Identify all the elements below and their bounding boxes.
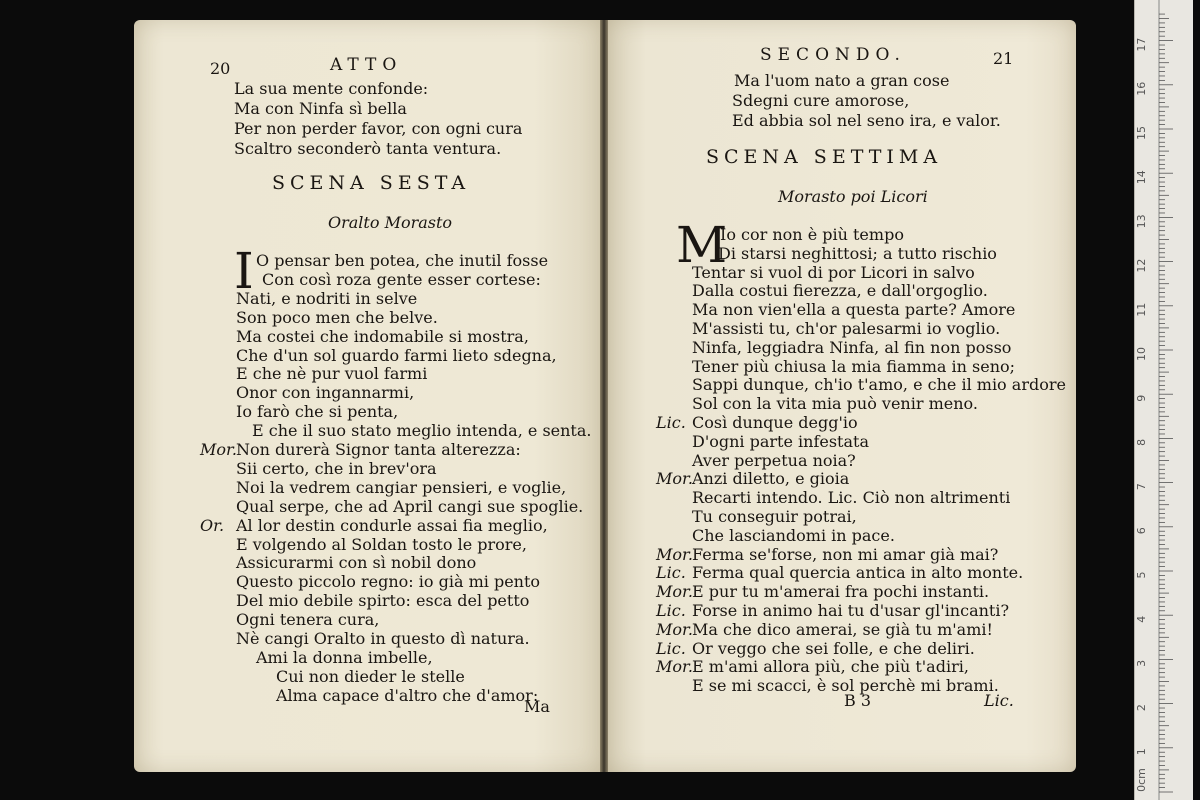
verse-line: Non durerà Signor tanta alterezza: — [236, 440, 521, 459]
right-top-line: Ed abbia sol nel seno ira, e valor. — [732, 111, 1001, 130]
verse-line: Tentar si vuol di por Licori in salvo — [692, 262, 975, 282]
left-top-line: La sua mente confonde: — [234, 79, 429, 98]
ruler-label: 10 — [1135, 347, 1148, 361]
speaker-label: Mor. — [656, 582, 693, 602]
verse-line: Sii certo, che in brev'ora — [236, 458, 437, 478]
speaker-label: Lic. — [656, 413, 686, 432]
ruler-label: 17 — [1135, 37, 1148, 52]
verse-line: Al lor destin condurle assai fia meglio, — [236, 515, 548, 535]
verse-line: Anzi diletto, e gioia — [692, 469, 850, 489]
ruler-label: 13 — [1135, 214, 1148, 229]
verse-line: M'assisti tu, ch'or palesarmi io voglio. — [692, 319, 1001, 338]
verse-line: Sappi dunque, ch'io t'amo, e che il mio ardore — [692, 375, 1066, 395]
ruler-label: 1 — [1135, 748, 1148, 756]
verse-line: Ninfa, leggiadra Ninfa, al fin non posso — [692, 337, 1012, 357]
ruler-label: 11 — [1135, 302, 1148, 317]
right-scene-characters: Morasto poi Licori — [778, 187, 928, 206]
verse-line: Nati, e nodriti in selve — [236, 288, 418, 308]
right-top-line: Sdegni cure amorose, — [732, 91, 910, 110]
left-drop-cap: I — [234, 242, 254, 300]
speaker-label: Mor. — [656, 544, 693, 564]
verse-line: Che d'un sol guardo farmi lieto sdegna, — [236, 345, 557, 365]
verse-line: Assicurarmi con sì nobil dono — [236, 553, 477, 573]
left-scene-title: SCENA SESTA — [272, 172, 471, 194]
speaker-label: Lic. — [656, 638, 686, 658]
verse-line: E che il suo stato meglio intenda, e senta. — [252, 421, 592, 441]
ruler-label: 5 — [1135, 571, 1148, 579]
ruler-label: 3 — [1135, 659, 1148, 667]
left-running-head: ATTO — [330, 55, 403, 75]
verse-line: Io farò che si penta, — [236, 402, 399, 422]
verse-line: Questo piccolo regno: io già mi pento — [236, 572, 541, 592]
verse-line: Sol con la vita mia può venir meno. — [692, 394, 978, 414]
verse-line: Del mio debile spirto: esca del petto — [236, 591, 530, 611]
left-catchword: Ma — [524, 697, 550, 716]
speaker-label: Lic. — [656, 601, 686, 620]
speaker-label: Mor. — [656, 657, 693, 677]
verse-line: E se mi scacci, è sol perchè mi brami. — [692, 676, 999, 696]
speaker-label: Or. — [200, 515, 225, 535]
ruler-label: 14 — [1135, 170, 1148, 185]
verse-line: Ma non vien'ella a questa parte? Amore — [692, 300, 1016, 320]
ruler-label: 15 — [1135, 126, 1148, 140]
verse-line: Ami la donna imbelle, — [256, 647, 433, 667]
verse-line: E m'ami allora più, che più t'adiri, — [692, 657, 969, 677]
right-drop-cap: M — [676, 216, 728, 274]
verse-line: Dalla costui fierezza, e dall'orgoglio. — [692, 281, 988, 301]
left-top-line: Ma con Ninfa sì bella — [234, 99, 407, 118]
speaker-label: Mor. — [656, 619, 693, 639]
verse-line: Così dunque degg'io — [692, 413, 858, 432]
verse-line: Recarti intendo. Lic. Ciò non altrimenti — [692, 488, 1011, 508]
verse-line: Ma costei che indomabile si mostra, — [236, 326, 529, 346]
verse-line: Son poco men che belve. — [236, 307, 438, 327]
right-page-number: 21 — [993, 49, 1014, 68]
verse-line: E che nè pur vuol farmi — [236, 364, 428, 384]
verse-line: Ogni tenera cura, — [236, 610, 380, 630]
right-scene-title: SCENA SETTIMA — [706, 146, 943, 168]
speaker-label: Mor. — [200, 440, 237, 459]
right-running-head: SECONDO. — [760, 45, 906, 65]
verse-line: Ferma se'forse, non mi amar già mai? — [692, 544, 999, 564]
ruler-label: 12 — [1135, 258, 1148, 273]
verse-line: E volgendo al Soldan tosto le prore, — [236, 534, 527, 554]
verse-line: Tu conseguir potrai, — [692, 507, 857, 526]
verse-line: Cui non dieder le stelle — [276, 666, 465, 686]
verse-line: Nè cangi Oralto in questo dì natura. — [236, 629, 530, 648]
verse-line: Forse in animo hai tu d'usar gl'incanti? — [692, 601, 1010, 620]
ruler-label: 7 — [1135, 483, 1148, 491]
book-gutter — [600, 20, 608, 772]
verse-line: O pensar ben potea, che inutil fosse — [256, 251, 549, 270]
ruler-label: 6 — [1135, 527, 1148, 535]
verse-line: E pur tu m'amerai fra pochi instanti. — [692, 582, 990, 602]
verse-line: Ma che dico amerai, se già tu m'ami! — [692, 619, 993, 639]
verse-line: Tener più chiusa la mia fiamma in seno; — [692, 356, 1016, 376]
verse-line: Di starsi neghittosi; a tutto rischio — [718, 243, 997, 263]
left-top-line: Scaltro seconderò tanta ventura. — [234, 139, 502, 158]
right-top-line: Ma l'uom nato a gran cose — [734, 71, 950, 90]
measuring-ruler — [1134, 0, 1193, 800]
verse-line: Noi la vedrem cangiar pensieri, e voglie, — [236, 477, 567, 497]
speaker-label: Mor. — [656, 469, 693, 489]
speaker-label: Lic. — [656, 563, 686, 583]
left-page-number: 20 — [210, 59, 231, 78]
left-top-line: Per non perder favor, con ogni cura — [234, 119, 523, 138]
ruler-scale — [1135, 0, 1193, 800]
verse-line: Onor con ingannarmi, — [236, 383, 415, 403]
right-catchword: Lic. — [984, 691, 1014, 710]
ruler-label: 9 — [1135, 394, 1148, 402]
ruler-label: 0cm — [1135, 768, 1148, 792]
ruler-label: 2 — [1135, 704, 1148, 712]
left-scene-characters: Oralto Morasto — [328, 213, 453, 232]
verse-line: D'ogni parte infestata — [692, 431, 869, 451]
ruler-label: 8 — [1135, 438, 1148, 446]
verse-line: Alma capace d'altro che d'amor: — [276, 685, 539, 705]
right-signature: B 3 — [844, 691, 872, 710]
verse-line: Che lasciandomi in pace. — [692, 525, 895, 545]
verse-line: Io cor non è più tempo — [720, 225, 904, 244]
ruler-label: 4 — [1135, 615, 1148, 623]
verse-line: Or veggo che sei folle, e che deliri. — [692, 638, 975, 658]
verse-line: Aver perpetua noia? — [692, 450, 856, 470]
verse-line: Ferma qual quercia antica in alto monte. — [692, 563, 1024, 583]
verse-line: Con così roza gente esser cortese: — [262, 269, 541, 289]
ruler-label: 16 — [1135, 81, 1148, 96]
verse-line: Qual serpe, che ad April cangi sue spoglie. — [236, 496, 584, 516]
